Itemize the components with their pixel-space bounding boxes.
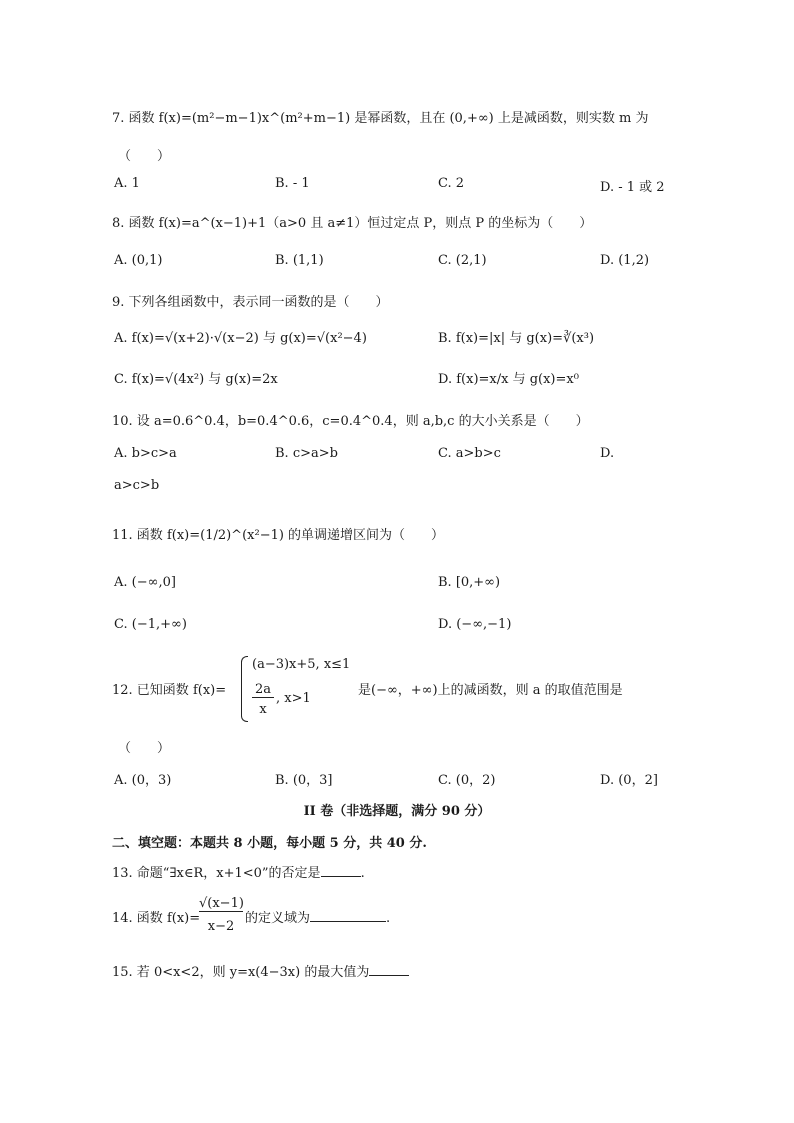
- q15-answer-blank: [369, 963, 409, 976]
- q11-option-d: D. (−∞,−1): [438, 617, 512, 632]
- q13-stem: [112, 862, 365, 881]
- q7-option-a: A. 1: [114, 176, 140, 191]
- q14-text: 的定义域为: [245, 911, 311, 926]
- q9-option-c: C. f(x)=√(4x²) 与 g(x)=2x: [114, 372, 278, 387]
- q12-paren: （ ）: [118, 741, 171, 756]
- q14-frac-den: x−2: [207, 919, 235, 934]
- q15-stem: [112, 961, 409, 980]
- q13-answer-blank: [321, 864, 361, 877]
- q12-case2-cond: , x>1: [276, 691, 311, 706]
- q12-case1: (a−3)x+5, x≤1: [252, 657, 351, 672]
- section-title: II 卷（非选择题，满分 90 分）: [303, 804, 491, 819]
- q11-stem: 11. 函数 f(x)=(1/2)^(x²−1) 的单调递增区间为（ ）: [112, 528, 445, 543]
- q11-option-c: C. (−1,+∞): [114, 617, 187, 632]
- q15-text: 15. 若 0<x<2，则 y=x(4−3x) 的最大值为: [112, 965, 370, 980]
- q9-option-d: D. f(x)=x/x 与 g(x)=x⁰: [438, 372, 579, 387]
- q7-option-c: C. 2: [438, 176, 465, 191]
- q12-option-c: C. (0，2): [438, 773, 496, 788]
- q10-option-d-label: D.: [600, 446, 615, 461]
- q12-option-a: A. (0，3): [114, 773, 172, 788]
- q14-stem-post: [245, 907, 390, 926]
- q10-option-c: C. a>b>c: [438, 446, 501, 461]
- q7-option-d: D. - 1 或 2: [600, 180, 665, 195]
- q13-text: 13. 命题“∃x∈R，x+1<0”的否定是: [112, 866, 321, 881]
- q7-stem: 7. 函数 f(x)=(m²−m−1)x^(m²+m−1) 是幂函数，且在 (0,+∞) 上是减函数，则实数 m 为: [112, 111, 649, 126]
- q9-option-a: A. f(x)=√(x+2)·√(x−2) 与 g(x)=√(x²−4): [114, 331, 367, 346]
- q12-stem-pre: 12. 已知函数 f(x)=: [112, 683, 227, 698]
- q11-option-b: B. [0,+∞): [438, 575, 501, 590]
- q8-option-b: B. (1,1): [275, 253, 324, 268]
- q12-stem-post: 是(−∞，+∞)上的减函数，则 a 的取值范围是: [358, 683, 623, 698]
- q8-stem: 8. 函数 f(x)=a^(x−1)+1（a>0 且 a≠1）恒过定点 P，则点 P 的坐标为（ ）: [112, 216, 593, 231]
- q10-option-d-value: a>c>b: [114, 478, 160, 493]
- q14-period: .: [386, 911, 391, 926]
- q10-option-b: B. c>a>b: [275, 446, 338, 461]
- q10-option-a: A. b>c>a: [114, 446, 177, 461]
- q12-option-b: B. (0，3]: [275, 773, 333, 788]
- q7-option-b: B. - 1: [275, 176, 310, 191]
- q7-paren: （ ）: [118, 149, 171, 164]
- q12-case2-den: x: [259, 702, 267, 717]
- q11-option-a: A. (−∞,0]: [114, 575, 176, 590]
- q14-stem-pre: 14. 函数 f(x)=: [112, 911, 201, 926]
- q8-option-a: A. (0,1): [114, 253, 163, 268]
- q12-brace: [241, 656, 248, 722]
- q13-period: .: [360, 866, 365, 881]
- q10-stem: 10. 设 a=0.6^0.4，b=0.4^0.6，c=0.4^0.4，则 a,b,c 的大小关系是（ ）: [112, 414, 589, 429]
- q12-option-d: D. (0，2]: [600, 773, 658, 788]
- q14-frac-num: √(x−1): [199, 896, 244, 911]
- q8-option-c: C. (2,1): [438, 253, 487, 268]
- q9-option-b: B. f(x)=|x| 与 g(x)=∛(x³): [438, 331, 595, 346]
- q9-stem: 9. 下列各组函数中，表示同一函数的是（ ）: [112, 295, 389, 310]
- q14-answer-blank: [310, 909, 386, 922]
- q8-option-d: D. (1,2): [600, 253, 650, 268]
- section-two-heading: 二、填空题：本题共 8 小题，每小题 5 分，共 40 分.: [112, 836, 427, 851]
- q12-case2-num: 2a: [252, 682, 274, 698]
